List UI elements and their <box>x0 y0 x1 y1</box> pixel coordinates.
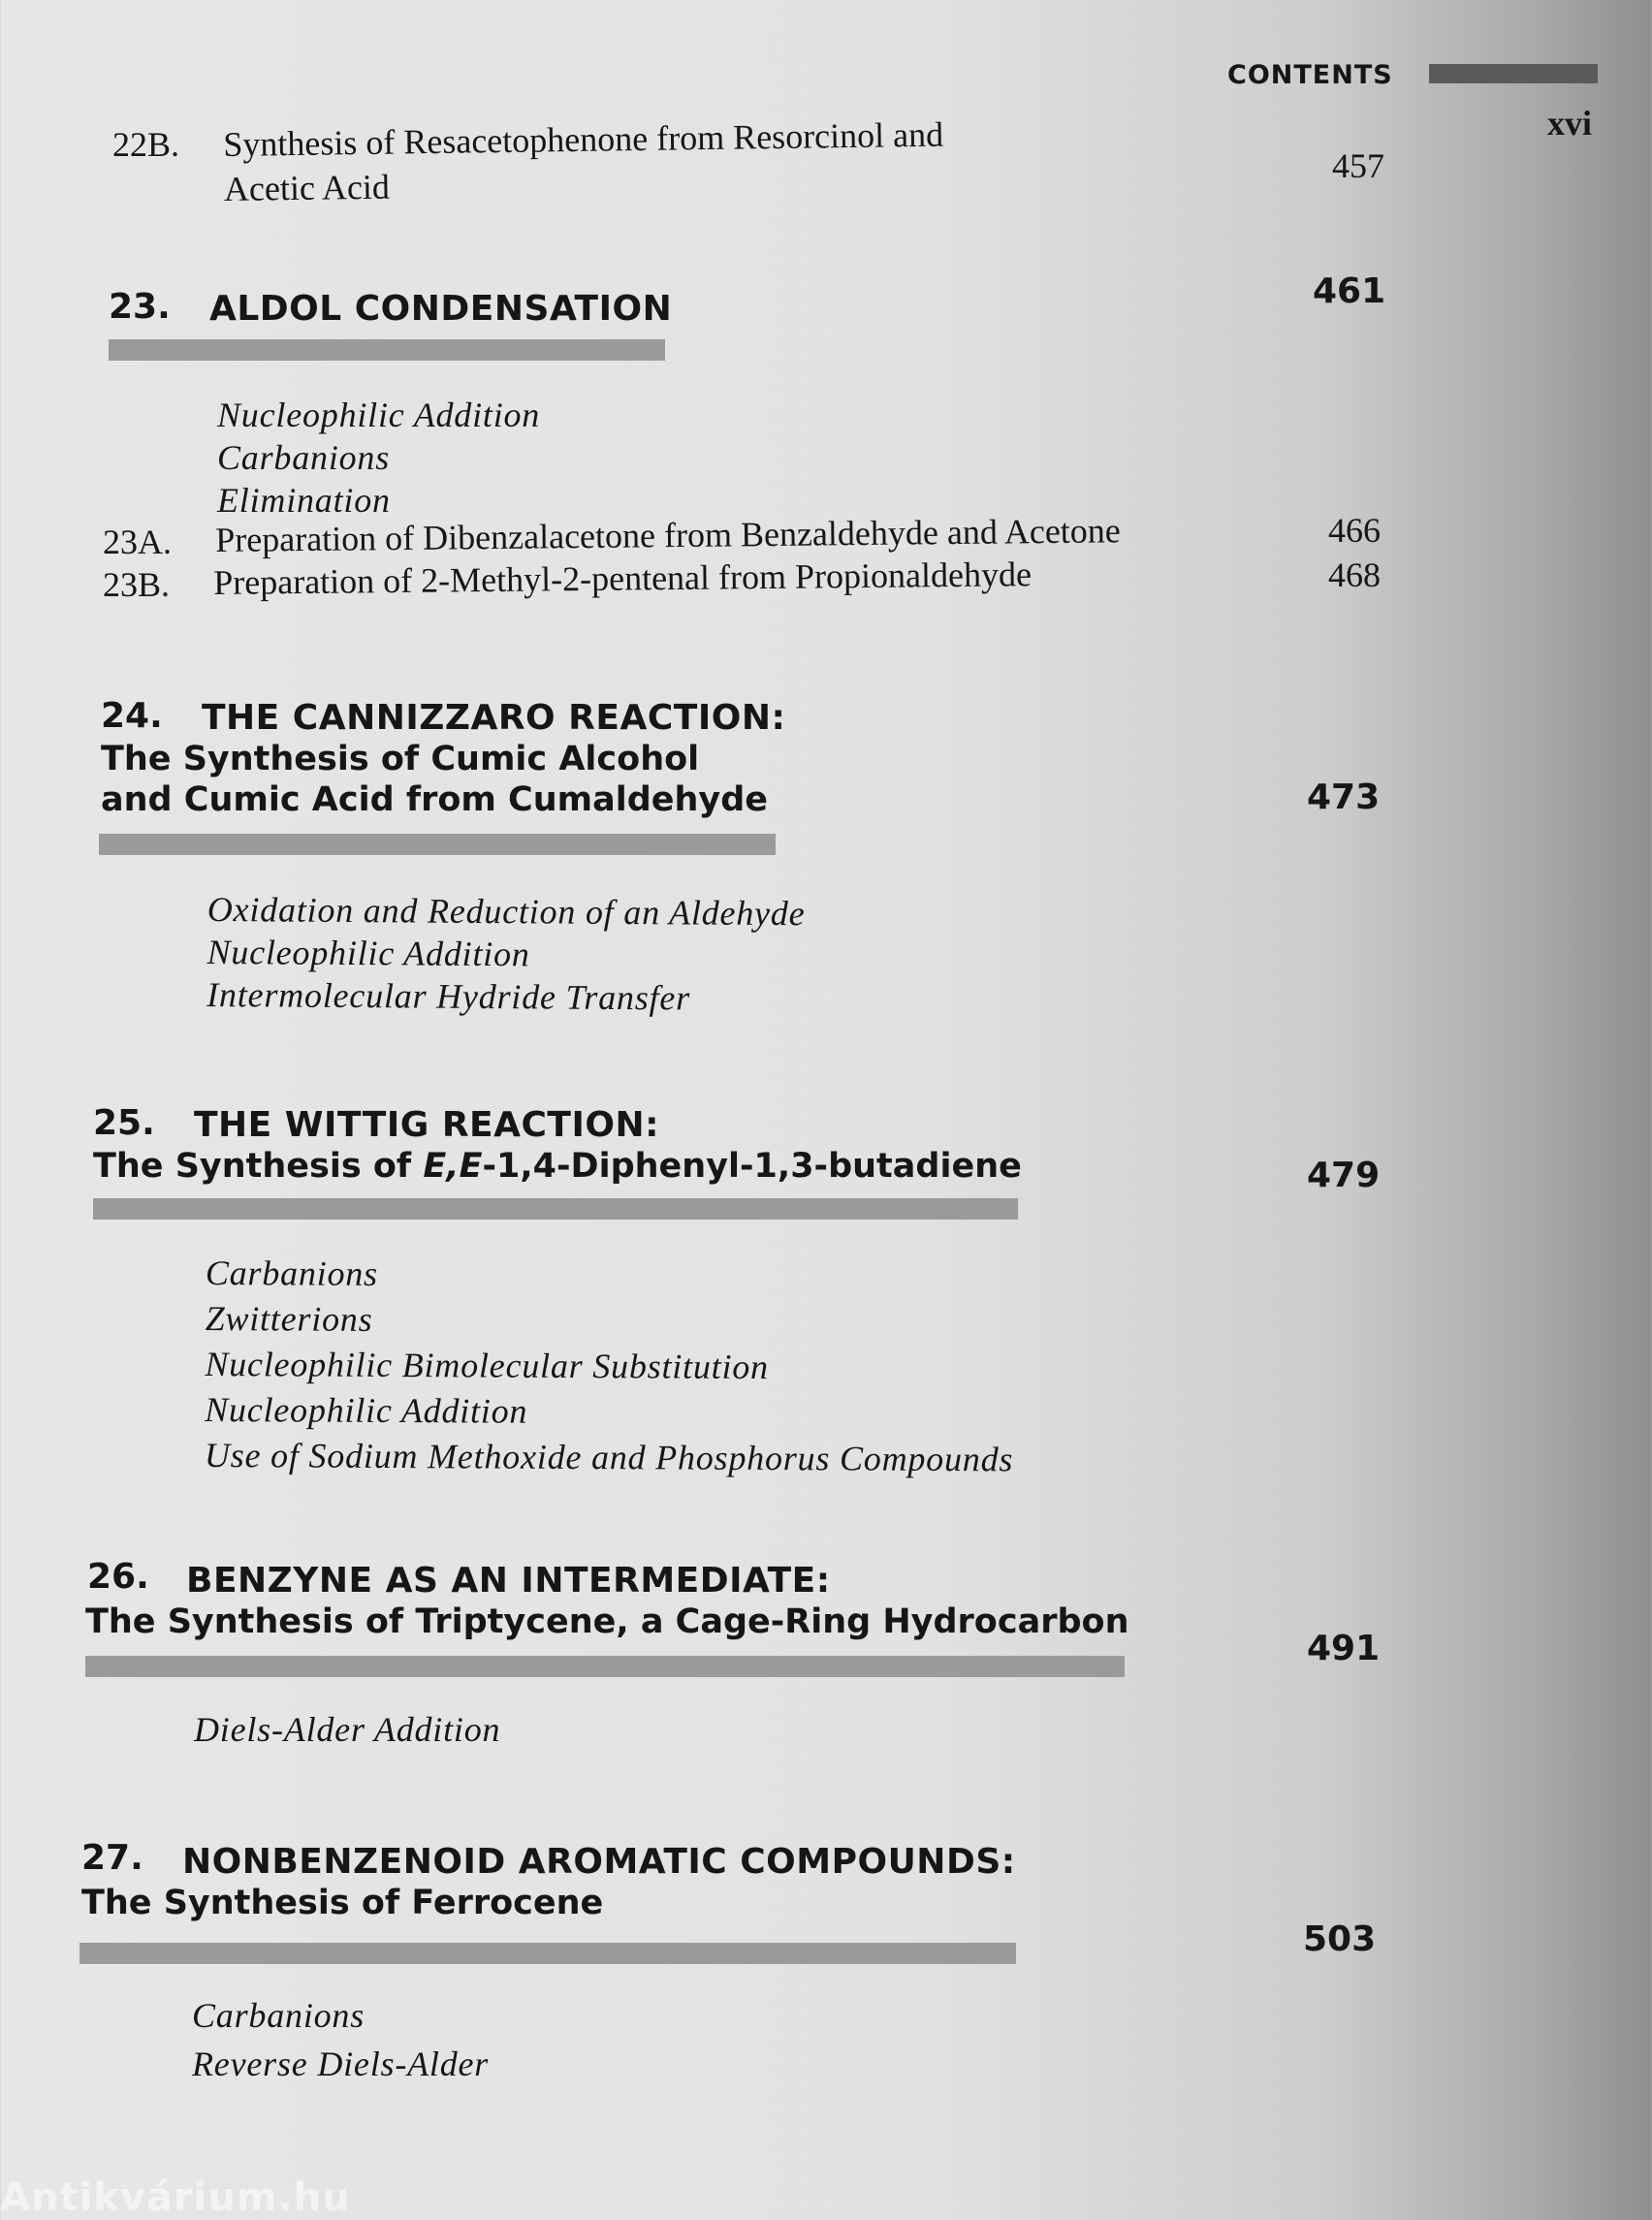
topic-item: Nucleophilic Addition <box>206 932 530 974</box>
topic-list-27 <box>192 1991 489 2088</box>
chapter-rule-23 <box>109 339 665 361</box>
running-header-label: CONTENTS <box>1227 60 1393 90</box>
entry-number-22b: 22B. <box>112 125 180 164</box>
chapter-number-24: 24. <box>101 696 163 736</box>
chapter-subtitle-24-line2: and Cumic Acid from Cumaldehyde <box>101 780 769 819</box>
chapter-title-27: NONBENZENOID AROMATIC COMPOUNDS: <box>182 1842 1016 1882</box>
chapter-title-26: BENZYNE AS AN INTERMEDIATE: <box>186 1561 831 1601</box>
entry-title-22b-line1: Synthesis of Resacetophenone from Resorcinol and <box>223 114 944 164</box>
topic-item: Carbanions <box>192 1996 365 2035</box>
chapter-subtitle-27: The Synthesis of Ferrocene <box>81 1884 604 1922</box>
watermark: Antikvárium.hu <box>0 2175 351 2220</box>
chapter-page-25: 479 <box>1307 1156 1381 1195</box>
topic-item: Elimination <box>217 481 391 520</box>
chapter-rule-26 <box>85 1656 1125 1677</box>
header-rule <box>1429 64 1598 83</box>
chapter-number-23: 23. <box>109 287 171 327</box>
chapter-subtitle-25-pre: The Synthesis of <box>93 1147 424 1186</box>
chapter-subtitle-25-post: -1,4-Diphenyl-1,3-butadiene <box>482 1147 1022 1186</box>
topic-list-25 <box>205 1251 1015 1482</box>
entry-page-23b: 468 <box>1328 555 1381 594</box>
chapter-number-26: 26. <box>87 1557 149 1597</box>
entry-number-23a: 23A. <box>103 523 172 561</box>
entry-title-22b-line2: Acetic Acid <box>223 167 391 208</box>
topic-item: Carbanions <box>205 1253 379 1293</box>
entry-title-23b: Preparation of 2-Methyl-2-pentenal from Propionaldehyde <box>213 555 1032 602</box>
chapter-rule-27 <box>79 1943 1016 1964</box>
topic-item: Use of Sodium Methoxide and Phosphorus Compounds <box>204 1435 1014 1479</box>
entry-number-23b: 23B. <box>103 565 171 604</box>
entry-page-22b: 457 <box>1332 146 1384 185</box>
chapter-page-26: 491 <box>1307 1629 1381 1668</box>
chapter-title-24: THE CANNIZZARO REACTION: <box>202 698 786 738</box>
chapter-rule-25 <box>93 1198 1018 1220</box>
topic-item: Carbanions <box>217 438 391 477</box>
chapter-number-27: 27. <box>81 1838 143 1878</box>
chapter-subtitle-24-line1: The Synthesis of Cumic Alcohol <box>101 740 700 778</box>
chapter-number-25: 25. <box>93 1103 155 1143</box>
topic-item: Oxidation and Reduction of an Aldehyde <box>206 889 806 934</box>
chapter-subtitle-26: The Synthesis of Triptycene, a Cage-Ring Hydrocarbon <box>85 1602 1129 1641</box>
page-number: xvi <box>1547 104 1593 143</box>
topic-list-23 <box>217 394 540 522</box>
topic-list-24 <box>206 888 806 1020</box>
topic-list-26 <box>194 1708 500 1751</box>
topic-item: Diels-Alder Addition <box>194 1710 501 1749</box>
chapter-subtitle-25 <box>93 1146 1022 1187</box>
entry-title-22b <box>223 112 944 211</box>
topic-item: Intermolecular Hydride Transfer <box>206 974 691 1018</box>
topic-item: Zwitterions <box>205 1298 373 1339</box>
chapter-title-23: ALDOL CONDENSATION <box>209 289 673 329</box>
topic-item: Reverse Diels-Alder <box>192 2045 490 2083</box>
entry-title-23a: Preparation of Dibenzalacetone from Benzaldehyde and Acetone <box>215 511 1121 559</box>
chapter-title-25: THE WITTIG REACTION: <box>194 1105 660 1145</box>
entry-page-23a: 466 <box>1328 511 1381 550</box>
chapter-page-27: 503 <box>1303 1919 1377 1959</box>
topic-item: Nucleophilic Addition <box>205 1389 528 1431</box>
chapter-rule-24 <box>99 834 776 855</box>
topic-item: Nucleophilic Bimolecular Substitution <box>205 1344 770 1387</box>
chapter-page-23: 461 <box>1313 271 1386 311</box>
chapter-subtitle-25-italic: E,E <box>423 1147 483 1186</box>
topic-item: Nucleophilic Addition <box>217 396 541 434</box>
chapter-page-24: 473 <box>1307 777 1381 817</box>
chapter-subtitle-24 <box>101 739 768 820</box>
